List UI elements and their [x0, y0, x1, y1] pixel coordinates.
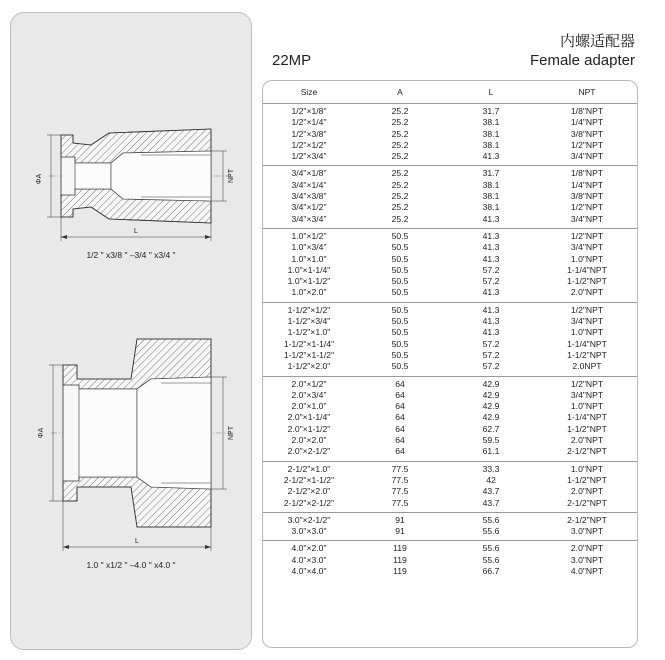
npt-cell: 1-1/2"NPT: [567, 474, 607, 485]
table-row: [263, 180, 637, 191]
size-cell: 3/4"×1/2": [291, 202, 327, 213]
table-row: [263, 265, 637, 276]
table-row: [263, 350, 637, 361]
table-row: [263, 305, 637, 316]
size-cell: 1-1/2"×1-1/4": [283, 338, 335, 349]
size-cell: 1/2"×1/8": [291, 106, 327, 116]
npt-cell: 3.0"NPT: [570, 554, 604, 565]
a-cell: 25.2: [391, 139, 409, 150]
table-row: [263, 401, 637, 412]
table-body: [263, 104, 637, 580]
a-cell: 25.2: [391, 151, 409, 162]
npt-cell: 3/4"NPT: [570, 213, 604, 224]
bottom-length-label: L: [135, 538, 139, 545]
a-cell: 91: [395, 514, 405, 525]
table-row: [263, 566, 637, 577]
l-cell: 38.1: [482, 117, 500, 128]
table-row: [263, 361, 637, 372]
l-cell: 57.2: [482, 349, 500, 360]
size-cell: 3/4"×3/4": [291, 213, 327, 224]
l-cell: 43.7: [482, 486, 500, 497]
size-cell: 2.0"×1-1/2": [287, 423, 331, 434]
l-cell: 31.7: [482, 106, 500, 116]
npt-cell: 1/2"NPT: [570, 304, 604, 315]
a-cell: 50.5: [391, 361, 409, 372]
size-group: [263, 303, 637, 377]
npt-cell: 1/2"NPT: [570, 378, 604, 389]
a-cell: 64: [395, 423, 405, 434]
l-cell: 41.3: [482, 253, 500, 264]
size-cell: 1.0"×2.0": [291, 287, 327, 298]
a-cell: 64: [395, 435, 405, 446]
l-cell: 41.3: [482, 327, 500, 338]
a-cell: 50.5: [391, 327, 409, 338]
drawing-panel: [10, 12, 252, 650]
l-cell: 55.6: [482, 526, 500, 537]
size-cell: 2-1/2"×1.0": [287, 463, 331, 474]
table-row: [263, 106, 637, 117]
a-cell: 119: [393, 543, 407, 554]
table-row: [263, 543, 637, 554]
table-row: [263, 129, 637, 140]
a-cell: 77.5: [391, 463, 409, 474]
size-cell: 1-1/2"×3/4": [287, 316, 331, 327]
a-cell: 50.5: [391, 253, 409, 264]
a-cell: 25.2: [391, 202, 409, 213]
bottom-drawing-caption: 1.0 " x1/2 " –4.0 " x4.0 ": [86, 560, 176, 570]
table-row: [263, 424, 637, 435]
size-cell: 2.0"×2-1/2": [287, 446, 331, 457]
npt-cell: 1/2"NPT: [570, 202, 604, 213]
bottom-adapter-drawing: [38, 339, 235, 551]
a-cell: 50.5: [391, 242, 409, 253]
a-cell: 77.5: [391, 486, 409, 497]
npt-cell: 2.0"NPT: [570, 543, 604, 554]
npt-cell: 2.0"NPT: [570, 287, 604, 298]
npt-cell: 3/4"NPT: [570, 316, 604, 327]
npt-cell: 3/4"NPT: [570, 151, 604, 162]
size-cell: 2-1/2"×2.0": [287, 486, 331, 497]
size-cell: 2.0"×2.0": [291, 435, 327, 446]
table-row: [263, 339, 637, 350]
a-cell: 77.5: [391, 474, 409, 485]
table-row: [263, 316, 637, 327]
table-row: [263, 117, 637, 128]
a-cell: 91: [395, 526, 405, 537]
a-cell: 25.2: [391, 191, 409, 202]
size-group: [263, 462, 637, 513]
l-cell: 41.3: [482, 213, 500, 224]
table-row: [263, 151, 637, 162]
size-cell: 2.0"×3/4": [291, 389, 327, 400]
l-cell: 57.2: [482, 361, 500, 372]
size-cell: 1.0"×3/4": [291, 242, 327, 253]
table-row: [263, 191, 637, 202]
a-cell: 25.2: [391, 117, 409, 128]
size-cell: 1-1/2"×2.0": [287, 361, 331, 372]
l-cell: 38.1: [482, 179, 500, 190]
size-cell: 1-1/2"×1.0": [287, 327, 331, 338]
npt-cell: 1-1/4"NPT: [567, 264, 607, 275]
size-cell: 2.0"×1/2": [291, 378, 327, 389]
npt-cell: 3/8"NPT: [570, 191, 604, 202]
size-cell: 4.0"×2.0": [291, 543, 327, 554]
table-row: [263, 515, 637, 526]
l-cell: 42.9: [482, 378, 500, 389]
l-cell: 55.6: [482, 554, 500, 565]
table-row: [263, 475, 637, 486]
size-group: [263, 513, 637, 542]
npt-cell: 2-1/2"NPT: [567, 514, 607, 525]
l-cell: 59.5: [482, 435, 500, 446]
a-cell: 119: [393, 554, 407, 565]
a-cell: 119: [393, 565, 407, 576]
size-cell: 1-1/2"×1-1/2": [283, 349, 335, 360]
l-cell: 55.6: [482, 514, 500, 525]
npt-cell: 3/8"NPT: [570, 128, 604, 139]
npt-cell: 1/8"NPT: [570, 106, 604, 116]
table-row: [263, 242, 637, 253]
table-row: [263, 254, 637, 265]
size-cell: 1-1/2"×1/2": [287, 304, 331, 315]
a-cell: 50.5: [391, 316, 409, 327]
table-row: [263, 446, 637, 457]
table-row: [263, 287, 637, 298]
npt-cell: 1-1/4"NPT: [567, 412, 607, 423]
chinese-title: 内螺适配器: [559, 33, 635, 50]
npt-cell: 2-1/2"NPT: [567, 446, 607, 457]
top-npt-label: NPT: [228, 169, 235, 183]
l-cell: 43.7: [482, 497, 500, 508]
size-group: [263, 104, 637, 166]
size-cell: 1.0"×1/2": [291, 230, 327, 241]
table-row: [263, 412, 637, 423]
spec-table: [262, 80, 638, 648]
size-group: [263, 229, 637, 303]
l-cell: 38.1: [482, 128, 500, 139]
a-cell: 64: [395, 389, 405, 400]
english-title: Female adapter: [529, 52, 635, 69]
bottom-diameter-label: ΦA: [38, 427, 45, 439]
l-cell: 31.7: [482, 168, 500, 179]
table-row: [263, 276, 637, 287]
l-cell: 42.9: [482, 412, 500, 423]
table-row: [263, 390, 637, 401]
l-cell: 41.3: [482, 230, 500, 241]
size-group: [263, 541, 637, 580]
l-cell: 38.1: [482, 139, 500, 150]
table-row: [263, 202, 637, 213]
a-cell: 50.5: [391, 338, 409, 349]
npt-cell: 1/8"NPT: [570, 168, 604, 179]
npt-cell: 1.0"NPT: [570, 401, 604, 412]
table-row: [263, 379, 637, 390]
npt-cell: 1/4"NPT: [570, 179, 604, 190]
a-cell: 50.5: [391, 276, 409, 287]
npt-cell: 1.0"NPT: [570, 253, 604, 264]
size-cell: 1/2"×3/4": [291, 151, 327, 162]
table-row: [263, 526, 637, 537]
npt-cell: 1-1/2"NPT: [567, 276, 607, 287]
l-cell: 61.1: [482, 446, 500, 457]
a-cell: 50.5: [391, 304, 409, 315]
table-header: [263, 81, 637, 104]
npt-cell: 1-1/2"NPT: [567, 423, 607, 434]
l-cell: 41.3: [482, 242, 500, 253]
l-cell: 38.1: [482, 191, 500, 202]
npt-cell: 3/4"NPT: [570, 242, 604, 253]
top-diameter-label: ΦA: [36, 173, 43, 185]
table-row: [263, 435, 637, 446]
l-cell: 41.3: [482, 304, 500, 315]
column-header-l: L: [488, 87, 494, 97]
npt-cell: 1/4"NPT: [570, 117, 604, 128]
l-cell: 55.6: [482, 543, 500, 554]
size-cell: 1.0"×1.0": [291, 253, 327, 264]
table-row: [263, 486, 637, 497]
a-cell: 77.5: [391, 497, 409, 508]
l-cell: 62.7: [482, 423, 500, 434]
l-cell: 42: [486, 474, 496, 485]
technical-drawings: [11, 13, 251, 649]
npt-cell: 3/4"NPT: [570, 389, 604, 400]
l-cell: 42.9: [482, 401, 500, 412]
bottom-npt-label: NPT: [228, 426, 235, 440]
size-cell: 3/4"×3/8": [291, 191, 327, 202]
a-cell: 64: [395, 378, 405, 389]
npt-cell: 1/2"NPT: [570, 139, 604, 150]
npt-cell: 1/2"NPT: [570, 230, 604, 241]
npt-cell: 1.0"NPT: [570, 463, 604, 474]
size-cell: 3/4"×1/4": [291, 179, 327, 190]
model-number: 22MP: [272, 52, 312, 69]
table-row: [263, 464, 637, 475]
size-cell: 4.0"×3.0": [291, 554, 327, 565]
npt-cell: 1.0"NPT: [570, 327, 604, 338]
size-group: [263, 166, 637, 228]
l-cell: 41.3: [482, 316, 500, 327]
npt-cell: 2.0"NPT: [570, 486, 604, 497]
l-cell: 42.9: [482, 389, 500, 400]
size-cell: 2.0"×1.0": [291, 401, 327, 412]
a-cell: 25.2: [391, 213, 409, 224]
size-cell: 1.0"×1-1/4": [287, 264, 331, 275]
a-cell: 50.5: [391, 349, 409, 360]
a-cell: 50.5: [391, 230, 409, 241]
a-cell: 25.2: [391, 179, 409, 190]
size-cell: 2-1/2"×1-1/2": [283, 474, 335, 485]
table-row: [263, 140, 637, 151]
a-cell: 64: [395, 446, 405, 457]
l-cell: 41.3: [482, 287, 500, 298]
table-row: [263, 231, 637, 242]
column-header-npt: NPT: [578, 87, 596, 97]
size-cell: 3/4"×1/8": [291, 168, 327, 179]
a-cell: 50.5: [391, 287, 409, 298]
size-cell: 4.0"×4.0": [291, 565, 327, 576]
top-drawing-caption: 1/2 " x3/8 " –3/4 " x3/4 ": [86, 250, 176, 260]
l-cell: 41.3: [482, 151, 500, 162]
size-cell: 3.0"×2-1/2": [287, 514, 331, 525]
size-cell: 3.0"×3.0": [291, 526, 327, 537]
size-cell: 1/2"×1/4": [291, 117, 327, 128]
column-header-a: A: [397, 87, 403, 97]
a-cell: 25.2: [391, 106, 409, 116]
l-cell: 57.2: [482, 276, 500, 287]
npt-cell: 4.0"NPT: [570, 565, 604, 576]
table-row: [263, 327, 637, 338]
size-cell: 2-1/2"×2-1/2": [283, 497, 335, 508]
npt-cell: 1-1/4"NPT: [567, 338, 607, 349]
top-adapter-drawing: [36, 129, 235, 241]
npt-cell: 2.0NPT: [572, 361, 602, 372]
a-cell: 50.5: [391, 264, 409, 275]
l-cell: 66.7: [482, 565, 500, 576]
table-row: [263, 168, 637, 179]
a-cell: 25.2: [391, 128, 409, 139]
l-cell: 57.2: [482, 338, 500, 349]
a-cell: 64: [395, 412, 405, 423]
size-cell: 1.0"×1-1/2": [287, 276, 331, 287]
table-row: [263, 214, 637, 225]
npt-cell: 1-1/2"NPT: [567, 349, 607, 360]
size-cell: 1/2"×1/2": [291, 139, 327, 150]
npt-cell: 3.0"NPT: [570, 526, 604, 537]
size-cell: 2.0"×1-1/4": [287, 412, 331, 423]
table-row: [263, 555, 637, 566]
column-header-size: Size: [300, 87, 318, 97]
l-cell: 33.3: [482, 463, 500, 474]
size-cell: 1/2"×3/8": [291, 128, 327, 139]
top-length-label: L: [134, 228, 138, 235]
table-row: [263, 498, 637, 509]
npt-cell: 2-1/2"NPT: [567, 497, 607, 508]
l-cell: 38.1: [482, 202, 500, 213]
a-cell: 64: [395, 401, 405, 412]
size-group: [263, 377, 637, 462]
l-cell: 57.2: [482, 264, 500, 275]
a-cell: 25.2: [391, 168, 409, 179]
npt-cell: 2.0"NPT: [570, 435, 604, 446]
